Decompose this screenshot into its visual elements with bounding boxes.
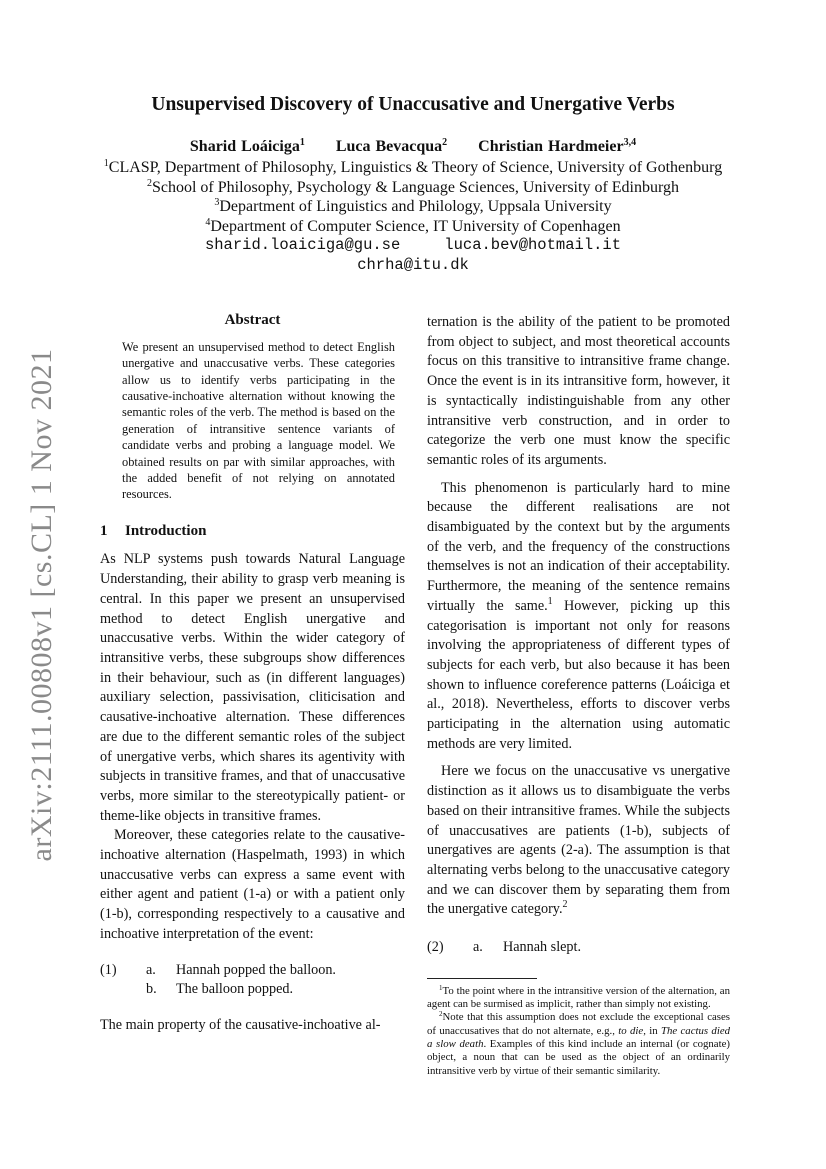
paper-title: Unsupervised Discovery of Unaccusative and Unergative Verbs: [151, 94, 675, 115]
footnote-mark: 2: [562, 899, 568, 911]
arxiv-sidebar-stamp: arXiv:2111.00808v1 [cs.CL] 1 Nov 2021: [25, 348, 58, 862]
abstract-text: We present an unsupervised method to detect English unergative and unaccusative verbs. These categories allow us to identify verbs participating in the causative-inchoative alternation without knowing the semantic roles of the verb. The method is based on the generation of intransitive sentence variants of candidate verbs and probing a language model. We obtained results on par with similar approaches, with the added benefit of not relying on annotated resources.: [122, 339, 395, 502]
footnote-rule: [427, 978, 537, 979]
paragraph: Moreover, these categories relate to the causative-inchoative alternation (Haspelmath, 1993) in which unaccusative verbs can express a same event with either agent and patient (1-a) or with a patient only (1-b), corresponding respectively to a causative and inchoative interpretation of the event:: [100, 827, 405, 942]
author-affil-mark: 1: [299, 137, 305, 148]
affiliation: $^4$Department of Computer Science, IT University of Copenhagen: [205, 216, 621, 235]
right-column: [427, 313, 730, 1078]
affiliation: $^2$School of Philosophy, Psychology & Language Sciences, University of Edinburgh: [146, 177, 680, 196]
author-name: Luca Bevacqua: [335, 138, 443, 155]
affiliation: $^1$CLASP, Department of Philosophy, Linguistics & Theory of Science, University of Gothenburg: [103, 158, 723, 176]
affiliation: $^3$Department of Linguistics and Philology, Uppsala University: [214, 197, 612, 215]
footnotes: [427, 985, 730, 1078]
abstract-heading: Abstract: [224, 312, 281, 328]
left-column: [100, 311, 405, 1036]
example-2: (2) a. Hannah slept.: [427, 939, 582, 956]
paragraph: As NLP systems push towards Natural Language Understanding, their ability to grasp verb meaning is central. In this paper we present an unsupervised method to detect English unergative and unaccusative verbs. Within the wider category of intransitive verbs, these subgroups show differences in their behaviour, such as (in different languages) auxiliary selection, passivisation, cliticisation and causative-inchoative alternation. These differences are due to the different semantic roles of the subject of unergative verbs, which shares its agentivity with subjects in transitive frames, and that of unaccusative verbs, more similar to the stereotypically patient- or theme-like objects in transitive frames.: [100, 551, 405, 824]
email-address: chrha@itu.dk: [357, 255, 469, 274]
footnote: $^2$Note that this assumption does not exclude the exceptional cases of unaccusatives that do not alternate, e.g., to die, in The cactus died a slow death. Examples of this kind include an internal (or cognate) object, a noun that can be used as the object of an ordinarily intransitive verb by virtue of their semantic similarity.: [427, 1010, 731, 1077]
author-affil-mark: 3,4: [623, 137, 637, 148]
section-heading: 1 Introduction: [100, 522, 207, 539]
author-affil-mark: 2: [442, 137, 448, 148]
footnote-mark: 1: [547, 595, 553, 607]
paragraph: The main property of the causative-inchoative al-: [100, 1016, 381, 1033]
email-block: [0, 236, 826, 275]
paragraph: This phenomenon is particularly hard to mine because the different realisations are not disambiguated by the context but by the arguments of the verb, and the frequency of the constructions themselves is not an indication of their acceptability. Furthermore, the meaning of the sentence remains virtually the same.$^1$ However, picking up this categorisation is important not only for reasons involving the appropriateness of different types of subjects for each verb, but also because it has been shown to influence coreference patterns (Loáiciga et al., 2018). Nevertheless, efforts to discover verbs participating in the alternation using automatic methods are very limited.: [427, 479, 731, 752]
paragraph: Here we focus on the unaccusative vs unergative distinction as it allows us to disambiguate the verbs based on their intransitive frames. While the subjects of unaccusatives are patients (1-b), subjects of unergatives are agents (2-a). The assumption is that alternating verbs belong to the unaccusative category and we can discover them by separating them from the unergative category.$^2$: [427, 763, 730, 918]
footnote: $^1$To the point where in the intransitive version of the alternation, an agent can be surmised as implicit, rather than simply not existing.: [427, 983, 730, 1011]
affiliation-list: [0, 158, 826, 236]
email-address: sharid.loaiciga@gu.se: [204, 236, 401, 254]
example-1: (1) a. Hannah popped the balloon. b. The balloon popped.: [100, 961, 336, 998]
email-address: luca.bev@hotmail.it: [444, 236, 622, 254]
author-name: Sharid Loáiciga: [189, 138, 300, 155]
paragraph: ternation is the ability of the patient to be promoted from object to subject, and most theoretical accounts focus on this transitive to intransitive frame change. Once the event is in its intransitive form, however, it is syntactically indistinguishable from any other intransitive verb construction, and in order to categorize the verb one must know the specific semantic roles of its arguments.: [427, 314, 730, 468]
author-name: Christian Hardmeier: [478, 138, 624, 155]
author-list: [0, 138, 826, 156]
